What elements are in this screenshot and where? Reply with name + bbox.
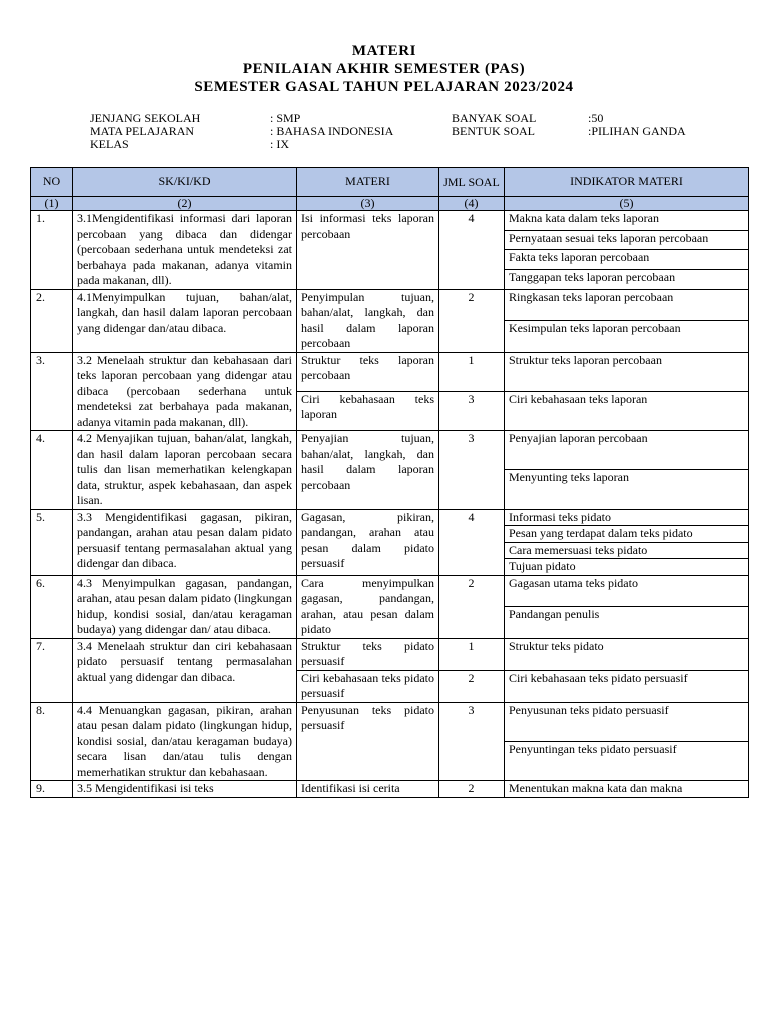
title-materi: MATERI [351,43,417,59]
header-indikator: INDIKATOR MATERI [505,168,749,197]
indikator-text: Ciri kebahasaan teks laporan [505,391,749,430]
row-number: 4. [31,431,73,510]
table-row [31,638,749,670]
row-number: 9. [31,781,73,798]
info-row [90,125,738,138]
header-jml-soal: JML SOAL [439,168,505,197]
competency-text: 4.2 Menyajikan tujuan, bahan/alat, langkah, dan hasil dalam laporan percobaan secara tulis dan lisan memerhatikan kelengkapan data, struktur, aspek kebahasaan, dan aspek lisan. [73,431,297,510]
jumlah-soal: 1 [439,638,505,670]
title-pas: PENILAIAN AKHIR SEMESTER (PAS) [242,61,526,77]
competency-text: 4.1Menyimpulkan tujuan, bahan/alat, langkah, dan hasil dalam laporan percobaan yang didengar dan/atau dibaca. [73,289,297,352]
document-title [0,42,768,96]
header-materi: MATERI [297,168,439,197]
table-header [31,168,749,211]
row-number: 5. [31,509,73,575]
bentuk-soal-value: :PILIHAN GANDA [588,124,686,138]
exam-info [90,112,738,151]
indikator-text: Pesan yang terdapat dalam teks pidato [505,526,749,543]
jenjang-label: JENJANG SEKOLAH [90,111,201,125]
indikator-text: Menyunting teks laporan [505,470,749,509]
jumlah-soal: 2 [439,670,505,702]
jumlah-soal: 3 [439,702,505,781]
jumlah-soal: 4 [439,211,505,290]
table-row [31,702,749,741]
title-semester: SEMESTER GASAL TAHUN PELAJARAN 2023/2024 [194,79,574,95]
competency-text: 3.5 Mengidentifikasi isi teks [73,781,297,798]
materi-text: Gagasan, pikiran, pandangan, arahan atau pesan dalam pidato persuasif [297,509,439,575]
materi-text: Penyajian tujuan, bahan/alat, langkah, dan hasil dalam laporan percobaan [297,431,439,510]
header-sk: SK/KI/KD [73,168,297,197]
banyak-soal-label: BANYAK SOAL [452,111,537,125]
jumlah-soal: 4 [439,509,505,575]
materi-table [30,167,749,798]
table-row [31,431,749,470]
materi-text: Ciri kebahasaan teks laporan [297,391,439,430]
materi-text: Isi informasi teks laporan percobaan [297,211,439,290]
banyak-soal-value: :50 [588,111,604,125]
indikator-text: Penyuntingan teks pidato persuasif [505,741,749,780]
kelas-label: KELAS [90,137,129,151]
header-no: NO [31,168,73,197]
table-row [31,352,749,391]
jumlah-soal: 2 [439,575,505,638]
competency-text: 3.2 Menelaah struktur dan kebahasaan dari teks laporan percobaan yang didengar atau dibaca (percobaan sederhana untuk mendeteksi zat berbahaya pada makanan, adanya vitamin pada makanan, dll). [73,352,297,431]
competency-text: 4.3 Menyimpulkan gagasan, pandangan, arahan, atau pesan dalam pidato (lingkungan hidup, kondisi sosial, dan/atau keragaman budaya) yang didengar dan/ atau dibaca. [73,575,297,638]
indikator-text: Kesimpulan teks laporan percobaan [505,321,749,353]
jumlah-soal: 2 [439,781,505,798]
indikator-text: Fakta teks laporan percobaan [505,250,749,270]
header-number-row [31,197,749,211]
indikator-text: Ringkasan teks laporan percobaan [505,289,749,321]
header-row [31,168,749,197]
info-row [90,138,738,151]
indikator-text: Tujuan pidato [505,559,749,576]
mapel-value: : BAHASA INDONESIA [270,124,394,138]
indikator-text: Cara memersuasi teks pidato [505,542,749,559]
table-row [31,289,749,321]
indikator-text: Makna kata dalam teks laporan [505,211,749,231]
indikator-text: Ciri kebahasaan teks pidato persuasif [505,670,749,702]
jumlah-soal: 3 [439,391,505,430]
materi-text: Penyimpulan tujuan, bahan/alat, langkah, dan hasil dalam laporan percobaan [297,289,439,352]
row-number: 1. [31,211,73,290]
row-number: 7. [31,638,73,702]
competency-text: 4.4 Menuangkan gagasan, pikiran, arahan atau pesan dalam pidato (lingkungan hidup, kondisi sosial, dan/atau keragaman budaya) secara lisan dan/atau tulis dengan memerhatikan struktur dan kebahasaan. [73,702,297,781]
indikator-text: Penyajian laporan percobaan [505,431,749,470]
table-row [31,575,749,607]
indikator-text: Gagasan utama teks pidato [505,575,749,607]
indikator-text: Struktur teks laporan percobaan [505,352,749,391]
mapel-label: MATA PELAJARAN [90,124,195,138]
materi-text: Identifikasi isi cerita [297,781,439,798]
indikator-text: Struktur teks pidato [505,638,749,670]
table-row [31,509,749,526]
competency-text: 3.4 Menelaah struktur dan ciri kebahasaan pidato persuasif tentang permasalahan aktual yang didengar dan dibaca. [73,638,297,702]
table-body [31,211,749,798]
row-number: 2. [31,289,73,352]
table-row [31,211,749,231]
materi-text: Cara menyimpulkan gagasan, pandangan, arahan, atau pesan dalam pidato [297,575,439,638]
competency-text: 3.1Mengidentifikasi informasi dari laporan percobaan yang dibaca dan didengar (percobaan sederhana untuk mendeteksi zat berbahaya pada makanan, adanya vitamin pada makanan, dll). [73,211,297,290]
row-number: 3. [31,352,73,431]
jumlah-soal: 3 [439,431,505,510]
materi-text: Struktur teks pidato persuasif [297,638,439,670]
header-num-5: (5) [505,197,749,211]
header-num-4: (4) [439,197,505,211]
kelas-value: : IX [270,137,289,151]
competency-text: 3.3 Mengidentifikasi gagasan, pikiran, pandangan, arahan atau pesan dalam pidato persuasif tentang permasalahan aktual yang didengar dan dibaca. [73,509,297,575]
row-number: 8. [31,702,73,781]
bentuk-soal-label: BENTUK SOAL [452,124,535,138]
header-num-1: (1) [31,197,73,211]
indikator-text: Pandangan penulis [505,607,749,639]
jumlah-soal: 1 [439,352,505,391]
jenjang-value: : SMP [270,111,301,125]
indikator-text: Pernyataan sesuai teks laporan percobaan [505,230,749,250]
jumlah-soal: 2 [439,289,505,352]
header-num-3: (3) [297,197,439,211]
row-number: 6. [31,575,73,638]
materi-text: Ciri kebahasaan teks pidato persuasif [297,670,439,702]
indikator-text: Tanggapan teks laporan percobaan [505,269,749,289]
indikator-text: Menentukan makna kata dan makna [505,781,749,798]
materi-text: Struktur teks laporan percobaan [297,352,439,391]
indikator-text: Penyusunan teks pidato persuasif [505,702,749,741]
header-num-2: (2) [73,197,297,211]
indikator-text: Informasi teks pidato [505,509,749,526]
materi-text: Penyusunan teks pidato persuasif [297,702,439,781]
table-row [31,781,749,798]
